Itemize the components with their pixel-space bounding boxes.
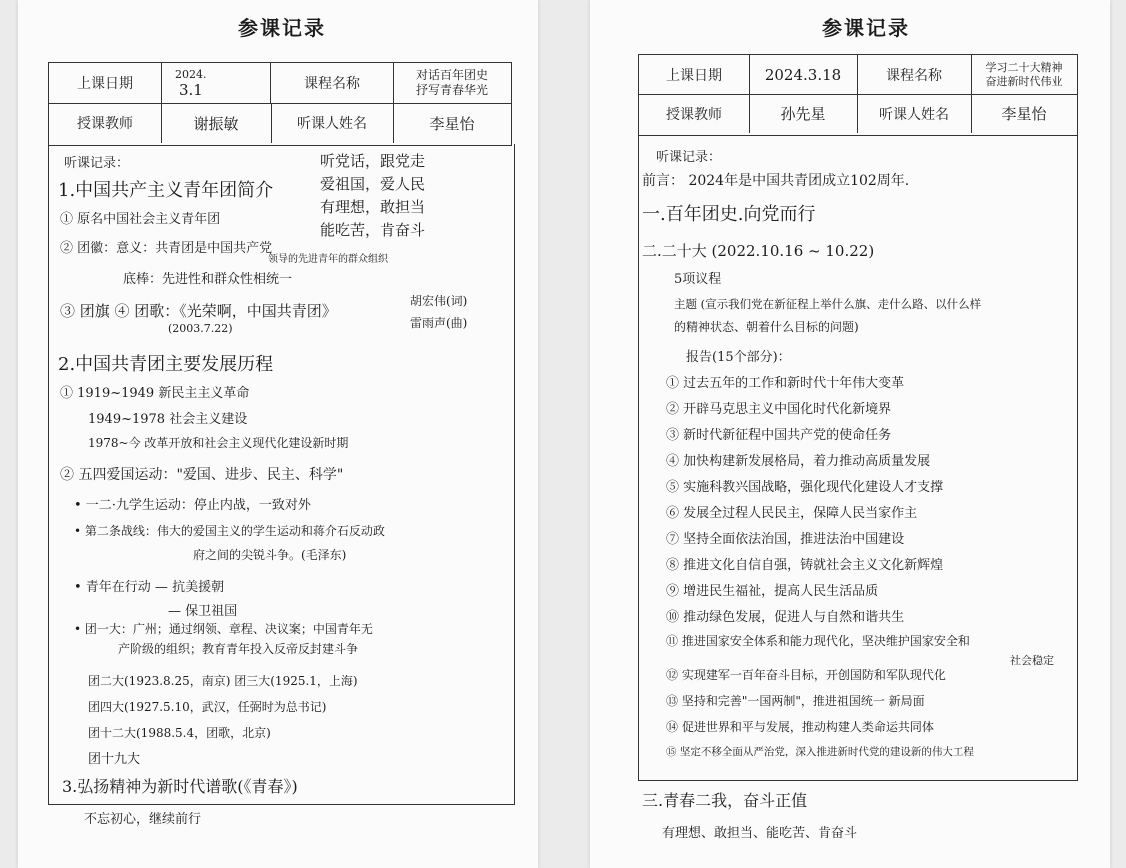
left-teacher-value: 谢振敏 bbox=[161, 103, 272, 143]
right-listener-label: 听课人姓名 bbox=[857, 94, 972, 133]
right-line: ⑤ 实施科教兴国战略，强化现代化建设人才支撑 bbox=[666, 480, 944, 495]
right-course-value bbox=[971, 55, 1077, 94]
left-line: 胡宏伟(词) bbox=[410, 294, 468, 308]
right-line: 一.百年团史.向党而行 bbox=[642, 204, 816, 225]
left-line: ① 1919~1949 新民主主义革命 bbox=[60, 386, 250, 401]
right-teacher-label: 授课教师 bbox=[639, 94, 750, 133]
left-info-table bbox=[48, 62, 512, 146]
left-line: 团十二大(1988.5.4，团歌，北京) bbox=[88, 726, 271, 740]
left-line: 团四大(1927.5.10，武汉，任弼时为总书记) bbox=[88, 700, 327, 714]
right-teacher-value: 孙先星 bbox=[749, 94, 858, 133]
left-record-sheet bbox=[18, 0, 538, 868]
right-course-line-2: 奋进新时代伟业 bbox=[985, 74, 1063, 88]
left-line: ② 团徽：意义：共青团是中国共产党 bbox=[60, 241, 273, 256]
right-line: 三.青春二我，奋斗正值 bbox=[642, 791, 808, 810]
left-course-line-1: 对话百年团史 bbox=[415, 68, 488, 82]
right-info-row-2 bbox=[639, 94, 1077, 133]
left-line: 2.中国共青团主要发展历程 bbox=[58, 354, 274, 375]
left-line: 领导的先进青年的群众组织 bbox=[268, 254, 388, 265]
left-listener-value: 李星怡 bbox=[429, 114, 475, 133]
left-line: • 青年在行动 — 抗美援朝 bbox=[74, 580, 225, 595]
left-line: • 第二条战线：伟大的爱国主义的学生运动和蒋介石反动政 bbox=[74, 524, 385, 538]
left-course-line-2: 抒写青春华光 bbox=[415, 83, 488, 97]
left-date-value bbox=[161, 63, 271, 103]
right-line: 主题 (宣示我们党在新征程上举什么旗、走什么路、以什么样 bbox=[674, 297, 982, 311]
right-line: ⑨ 增进民生福祉，提高人民生活品质 bbox=[666, 584, 879, 599]
right-line: ⑪ 推进国家安全体系和能力现代化，坚决维护国家安全和 bbox=[666, 634, 970, 648]
left-teacher-label: 授课教师 bbox=[49, 103, 162, 143]
left-line: • 一二·九学生运动：停止内战，一致对外 bbox=[74, 498, 311, 513]
left-notes-label: 听课记录： bbox=[64, 156, 130, 171]
right-record-sheet bbox=[590, 0, 1110, 868]
left-line: 1978~今 改革开放和社会主义现代化建设新时期 bbox=[88, 436, 349, 450]
left-line: 雷雨声(曲) bbox=[410, 316, 468, 330]
left-line: 1.中国共产主义青年团简介 bbox=[58, 180, 274, 201]
right-line: ③ 新时代新征程中国共产党的使命任务 bbox=[666, 428, 892, 443]
right-line: 的精神状态、朝着什么目标的问题) bbox=[674, 320, 859, 334]
right-course-label: 课程名称 bbox=[857, 55, 972, 94]
left-line: 爱祖国，爱人民 bbox=[320, 175, 426, 193]
right-course-line-1: 学习二十大精神 bbox=[985, 60, 1063, 74]
right-date-value: 2024.3.18 bbox=[749, 55, 858, 94]
left-line: 底棒：先进性和群众性相统一 bbox=[123, 272, 293, 287]
left-info-row-1 bbox=[49, 63, 511, 104]
left-line: 有理想，敢担当 bbox=[320, 198, 426, 216]
right-listener-value: 李星怡 bbox=[1001, 105, 1047, 123]
left-line: 能吃苦，肯奋斗 bbox=[320, 221, 426, 239]
right-line: 前言： 2024年是中国共青团成立102周年. bbox=[642, 173, 910, 189]
right-line: 社会稳定 bbox=[1010, 654, 1054, 667]
right-info-table bbox=[638, 54, 1078, 136]
right-line: ⑬ 坚持和完善"一国两制"，推进祖国统一 新局面 bbox=[666, 694, 925, 708]
right-line: ⑥ 发展全过程人民民主，保障人民当家作主 bbox=[666, 506, 918, 521]
left-info-row-2 bbox=[49, 103, 511, 143]
right-date-label: 上课日期 bbox=[639, 55, 750, 94]
left-line: 产阶级的组织；教育青年投入反帝反封建斗争 bbox=[118, 642, 359, 656]
right-sheet-title: 参课记录 bbox=[822, 16, 910, 40]
left-line: (2003.7.22) bbox=[168, 322, 233, 335]
right-line: ⑭ 促进世界和平与发展，推动构建人类命运共同体 bbox=[666, 720, 934, 734]
right-line: ① 过去五年的工作和新时代十年伟大变革 bbox=[666, 376, 905, 391]
left-date-year: 2024. bbox=[175, 67, 207, 81]
left-line: 不忘初心，继续前行 bbox=[84, 812, 202, 827]
right-line: 二.二十大 (2022.10.16 ~ 10.22) bbox=[642, 242, 875, 260]
left-course-value bbox=[393, 63, 511, 103]
right-line: ⑧ 推进文化自信自强，铸就社会主义文化新辉煌 bbox=[666, 558, 944, 573]
left-line: 团二大(1923.8.25，南京) 团三大(1925.1，上海) bbox=[88, 674, 358, 688]
right-line: ② 开辟马克思主义中国化时代化新境界 bbox=[666, 402, 892, 417]
right-line: 有理想、敢担当、能吃苦、肯奋斗 bbox=[662, 826, 858, 841]
left-line: 听党话，跟党走 bbox=[320, 152, 426, 170]
right-line: 报告(15个部分)： bbox=[686, 350, 791, 365]
right-line: ⑮ 坚定不移全面从严治党，深入推进新时代党的建设新的伟大工程 bbox=[666, 746, 974, 758]
left-course-label: 课程名称 bbox=[271, 63, 394, 103]
left-line: — 保卫祖国 bbox=[168, 604, 238, 619]
left-line: ② 五四爱国运动："爱国、进步、民主、科学" bbox=[60, 467, 344, 483]
left-line: 团十九大 bbox=[88, 752, 141, 767]
left-line: ① 原名中国社会主义青年团 bbox=[60, 212, 221, 227]
left-line: 3.弘扬精神为新时代谱歌(《青春》) bbox=[62, 777, 298, 796]
left-line: ③ 团旗 ④ 团歌：《光荣啊，中国共青团》 bbox=[60, 302, 337, 320]
left-date-label: 上课日期 bbox=[49, 63, 162, 103]
right-notes-label: 听课记录： bbox=[656, 150, 722, 165]
right-line: ⑦ 坚持全面依法治国，推进法治中国建设 bbox=[666, 532, 905, 547]
left-date-day: 3.1 bbox=[179, 80, 203, 99]
right-line: ⑩ 推动绿色发展，促进人与自然和谐共生 bbox=[666, 610, 905, 625]
left-line: • 团一大：广州；通过纲领、章程、决议案；中国青年无 bbox=[74, 622, 373, 636]
left-sheet-title: 参课记录 bbox=[238, 16, 326, 40]
right-line: ④ 加快构建新发展格局，着力推动高质量发展 bbox=[666, 454, 931, 469]
right-line: 5项议程 bbox=[674, 272, 722, 287]
left-line: 府之间的尖锐斗争。(毛泽东) bbox=[193, 548, 347, 562]
left-listener-label: 听课人姓名 bbox=[271, 103, 394, 143]
left-line: 1949~1978 社会主义建设 bbox=[88, 412, 248, 427]
right-line: ⑫ 实现建军一百年奋斗目标，开创国防和军队现代化 bbox=[666, 668, 946, 682]
right-info-row-1 bbox=[639, 55, 1077, 95]
